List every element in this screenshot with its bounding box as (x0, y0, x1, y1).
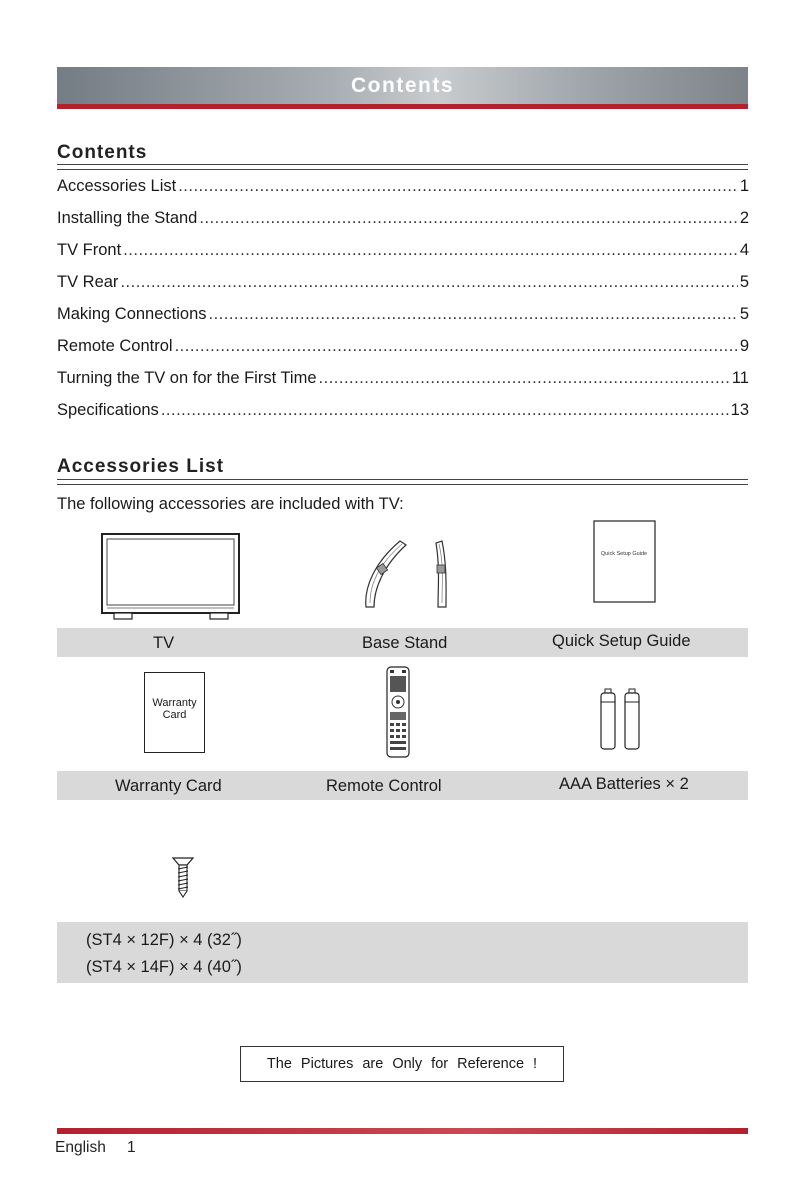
toc-entry[interactable] (57, 209, 749, 241)
toc-leader-dots (319, 369, 730, 388)
screw-spec-32: (ST4 × 12F) × 4 (32˝) (86, 931, 242, 949)
footer-language: English (55, 1139, 106, 1156)
reference-note: The Pictures are Only for Reference ! (240, 1046, 564, 1082)
toc-entry-title: Specifications (57, 401, 159, 419)
contents-banner (57, 67, 748, 104)
toc-leader-dots (161, 401, 729, 420)
toc-entry[interactable] (57, 177, 749, 209)
base-stand-label: Base Stand (362, 634, 448, 652)
toc-entry-title: TV Rear (57, 273, 119, 291)
toc-leader-dots (209, 305, 738, 324)
toc-entry-page: 5 (739, 273, 749, 291)
accessories-intro: The following accessories are included with TV: (57, 495, 404, 513)
banner-red-stripe (57, 104, 748, 109)
toc-entry[interactable] (57, 241, 749, 273)
toc-entry-page: 4 (739, 241, 749, 259)
screw-spec-40: (ST4 × 14F) × 4 (40˝) (86, 958, 242, 976)
aaa-batteries-illustration (599, 688, 643, 752)
toc-entry-title: TV Front (57, 241, 122, 259)
warranty-card-label: Warranty Card (115, 777, 222, 795)
base-stand-illustration (356, 533, 456, 613)
accessories-heading: Accessories List (57, 456, 225, 477)
remote-control-illustration (386, 666, 410, 758)
toc-entry[interactable] (57, 305, 749, 337)
toc-entry-page: 5 (739, 305, 749, 323)
contents-heading: Contents (57, 142, 148, 163)
toc-entry-title: Accessories List (57, 177, 177, 195)
accessories-heading-rule (57, 479, 748, 485)
table-of-contents (57, 177, 749, 433)
screw-illustration (172, 856, 194, 898)
toc-entry-page: 2 (739, 209, 749, 227)
aaa-batteries-label: AAA Batteries × 2 (559, 775, 689, 793)
toc-leader-dots (123, 241, 738, 260)
toc-leader-dots (199, 209, 737, 228)
tv-illustration (100, 532, 242, 622)
toc-entry[interactable] (57, 273, 749, 305)
toc-entry[interactable] (57, 337, 749, 369)
toc-entry-title: Installing the Stand (57, 209, 198, 227)
toc-entry-page: 9 (739, 337, 749, 355)
tv-label: TV (153, 634, 175, 652)
quick-setup-guide-label: Quick Setup Guide (552, 632, 691, 650)
toc-leader-dots (175, 337, 738, 356)
toc-entry-title: Making Connections (57, 305, 207, 323)
toc-leader-dots (120, 273, 737, 292)
contents-heading-rule (57, 164, 748, 170)
toc-entry-page: 13 (730, 401, 749, 419)
toc-entry[interactable] (57, 401, 749, 433)
footer-page-number: 1 (127, 1139, 136, 1156)
footer-red-stripe (57, 1128, 748, 1134)
toc-entry-page: 11 (731, 369, 749, 387)
toc-entry-title: Remote Control (57, 337, 173, 355)
remote-control-label: Remote Control (326, 777, 442, 795)
guide-cover-text: Quick Setup Guide (600, 551, 648, 557)
toc-entry-page: 1 (739, 177, 749, 195)
warranty-card-illustration (144, 672, 205, 753)
toc-entry[interactable] (57, 369, 749, 401)
toc-leader-dots (178, 177, 738, 196)
toc-entry-title: Turning the TV on for the First Time (57, 369, 317, 387)
quick-setup-guide-illustration (593, 520, 657, 604)
banner-title: Contents (351, 73, 454, 97)
warranty-card-cover-text: Warranty Card (152, 697, 197, 721)
